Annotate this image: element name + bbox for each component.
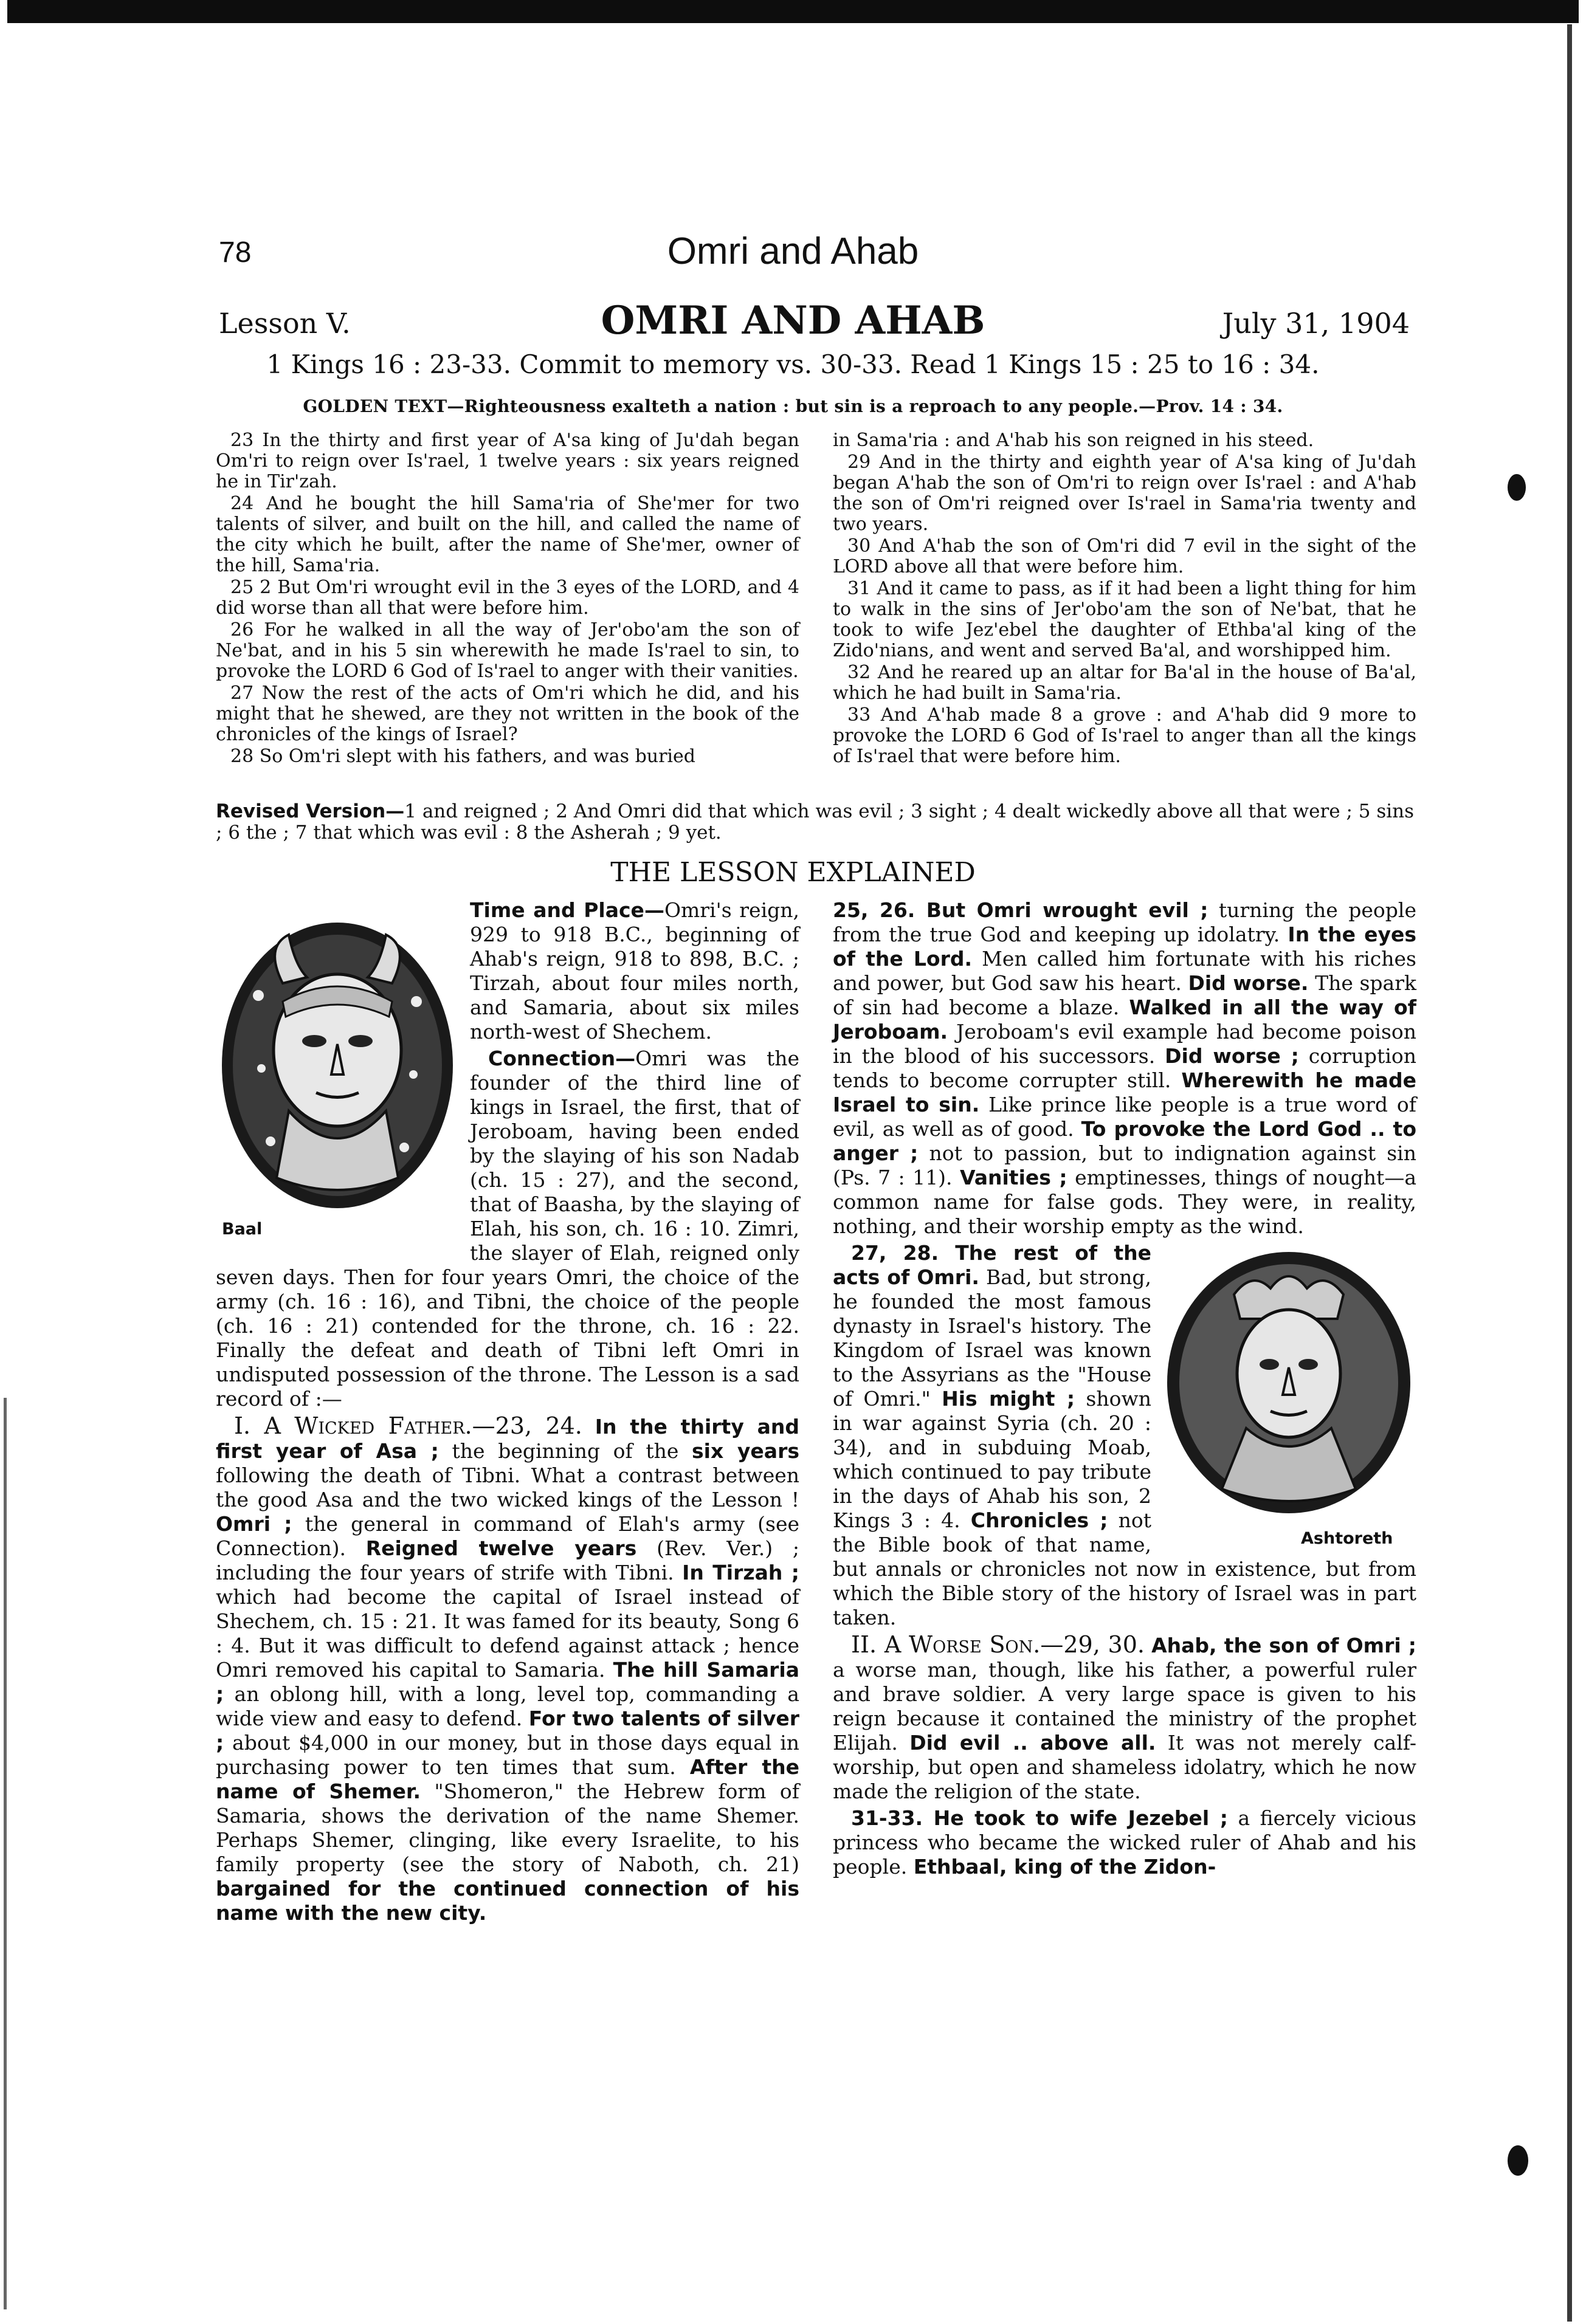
body-text: which had become the capital of Israel instead of Shechem, ch. 15 : 21. It was famed for its beauty, Song 6 : 4. But it was difficult to defend against attack ; hence Omri removed his capital to Samaria.: [216, 1585, 799, 1682]
body-text: corruption tends to become corrupter still.: [833, 1044, 1416, 1092]
bold-phrase: Did evil .. above all.: [909, 1731, 1156, 1755]
bold-phrase: 25, 26. But Omri wrought evil ;: [833, 898, 1208, 922]
page-number: 78: [219, 236, 252, 269]
bold-phrase: bargained for the continued connection of his name with the new city.: [216, 1877, 799, 1925]
scan-top-border: [7, 0, 1579, 23]
bold-phrase: Did worse.: [1188, 971, 1309, 995]
lesson-number: Lesson V.: [219, 307, 351, 340]
baal-illustration: [216, 910, 459, 1239]
baal-engraving-icon: [216, 910, 459, 1214]
bold-phrase: Omri ;: [216, 1512, 292, 1536]
bold-phrase: Reigned twelve years: [365, 1536, 637, 1560]
bold-phrase: six years: [692, 1439, 799, 1463]
revised-version-text: 1 and reigned ; 2 And Omri did that which was evil ; 3 sight ; 4 dealt wickedly above all that were ; 5 sins ; 6 the ; 7 that which was evil : 8 the Asherah ; 9 yet.: [216, 800, 1415, 844]
scripture-references: 1 Kings 16 : 23-33. Commit to memory vs. 30-33. Read 1 Kings 15 : 25 to 16 : 34.: [266, 349, 1320, 379]
scripture-column-right: [833, 430, 1416, 768]
verse: 24 And he bought the hill Sama'ria of She'mer for two talents of silver, and built on the hill, and called the name of the city which he built, after the name of She'mer, owner of the hill, Sama'ria.: [216, 493, 799, 576]
verse: 32 And he reared up an altar for Ba'al in the house of Ba'al, which he had built in Sama'ria.: [833, 662, 1416, 704]
section-heading-wicked-father: I. A Wicked Father.—23, 24.: [234, 1412, 582, 1439]
ashtoreth-illustration: [1161, 1246, 1416, 1550]
body-text: the beginning of the: [452, 1439, 679, 1463]
body-text: The spark of sin had become a blaze.: [833, 971, 1416, 1019]
body-text: turning the people from the true God and keeping up idolatry.: [833, 898, 1416, 946]
verse: 26 For he walked in all the way of Jer'obo'am the son of Ne'bat, and in his 5 sin wherewith he made Is'rael to sin, to provoke the LORD 6 God of Is'rael to anger with their vanities.: [216, 619, 799, 682]
bold-phrase: Ahab, the son of Omri ;: [1151, 1634, 1416, 1657]
body-text: Jeroboam's evil example had become poison in the blood of his successors.: [833, 1020, 1417, 1068]
bold-phrase: In the thirty and first year of Asa ;: [216, 1415, 799, 1463]
body-text: an oblong hill, with a long, level top, commanding a wide view and easy to defend.: [216, 1682, 799, 1730]
body-text: about $4,000 in our money, but in those days equal in purchasing power to ten times that sum.: [216, 1731, 799, 1779]
running-head: Omri and Ahab: [667, 230, 919, 272]
body-text: not to passion, but to indignation against sin (Ps. 7 : 11).: [833, 1141, 1416, 1189]
revised-version-label: Revised Version—: [216, 800, 405, 822]
bold-phrase: Walked in all the way of Jeroboam.: [833, 995, 1416, 1043]
bold-phrase: 27, 28. The rest of the acts of Omri.: [833, 1241, 1151, 1289]
commentary-column-left: [216, 898, 799, 1928]
body-text: It was not merely calf-worship, but open and shameless idolatry, which he now made the religion of the state.: [833, 1731, 1416, 1803]
scan-blot: [1508, 2145, 1528, 2176]
golden-text: GOLDEN TEXT—Righteousness exalteth a nation : but sin is a reproach to any people.—Prov. 14 : 34.: [303, 396, 1283, 416]
bold-phrase: Vanities ;: [959, 1166, 1067, 1189]
bold-phrase: For two talents of silver ;: [216, 1707, 799, 1755]
body-text: not the Bible book of that name, but annals or chronicles not now in existence, but from which the Bible story of the history of Israel was in part taken.: [833, 1508, 1416, 1629]
body-text: the general in command of Elah's army (see Connection).: [216, 1512, 799, 1560]
verse: 29 And in the thirty and eighth year of A'sa king of Ju'dah began A'hab the son of Om'ri to reign over Is'rael : and A'hab the son of Om'ri reigned over Is'rael in Sama'ria twenty and two years.: [833, 452, 1416, 535]
bold-phrase: In the eyes of the Lord.: [833, 923, 1416, 971]
verse: 25 2 But Om'ri wrought evil in the 3 eyes of the LORD, and 4 did worse than all that were before him.: [216, 577, 799, 619]
revised-version-note: [216, 801, 1419, 844]
body-text: Bad, but strong, he founded the most famous dynasty in Israel's history. The Kingdom of Israel was known to the Assyrians as the "House of Omri.": [833, 1265, 1151, 1411]
scripture-column-left: [216, 430, 799, 768]
bold-phrase: Wherewith he made Israel to sin.: [833, 1068, 1416, 1116]
body-text: Like prince like people is a true word of evil, as well as of good.: [833, 1093, 1416, 1141]
bold-phrase: Did worse ;: [1165, 1044, 1299, 1068]
commentary-column-right: [833, 898, 1416, 1882]
bold-phrase: The hill Samaria ;: [216, 1658, 799, 1706]
verse: 23 In the thirty and first year of A'sa king of Ju'dah began Om'ri to reign over Is'rael, 1 twelve years : six years reigned he in Tir'zah.: [216, 430, 799, 492]
connection-label: Connection—: [488, 1047, 636, 1070]
section-heading-worse-son: II. A Worse Son.—29, 30.: [851, 1631, 1145, 1658]
body-text: shown in war against Syria (ch. 20 : 34), and in subduing Moab, which continued to pay tribute in the days of Ahab his son, 2 Kings 3 : 4.: [833, 1387, 1151, 1532]
body-text: following the death of Tibni. What a contrast between the good Asa and the two wicked kings of the Lesson !: [216, 1463, 799, 1511]
bold-phrase: To provoke the Lord God .. to anger ;: [833, 1117, 1416, 1165]
ashtoreth-caption: Ashtoreth: [1301, 1529, 1393, 1548]
bold-phrase: His might ;: [942, 1387, 1075, 1411]
lesson-explained-heading: THE LESSON EXPLAINED: [610, 857, 976, 888]
time-place-label: Time and Place—: [470, 898, 664, 922]
verse: 28 So Om'ri slept with his fathers, and was buried: [230, 746, 695, 767]
baal-caption: Baal: [222, 1220, 263, 1239]
bold-phrase: Ethbaal, king of the Zidon-: [913, 1855, 1216, 1879]
lesson-date: July 31, 1904: [1222, 307, 1410, 340]
body-text: emptinesses, things of nought—a common name for false gods. They were, in reality, nothing, and their worship empty as the wind.: [833, 1166, 1416, 1238]
bold-phrase: 31-33. He took to wife Jezebel ;: [851, 1806, 1228, 1830]
verse: 27 Now the rest of the acts of Om'ri which he did, and his might that he shewed, are they not written in the book of the chronicles of the kings of Israel?: [216, 682, 799, 745]
body-text: a worse man, though, like his father, a powerful ruler and brave soldier. A very large space is given to his reign because it contained the ministry of the prophet Elijah.: [833, 1658, 1416, 1755]
verse: 31 And it came to pass, as if it had been a light thing for him to walk in the sins of Jer'obo'am the son of Ne'bat, that he took to wife Jez'ebel the daughter of Ethba'al king of the Zido'nians, and went and served Ba'al, and worshipped him.: [833, 578, 1416, 661]
verse: 33 And A'hab made 8 a grove : and A'hab did 9 more to provoke the LORD 6 God of Is'rael to anger than all the kings of Is'rael that were before him.: [833, 704, 1416, 767]
body-text: a fiercely vicious princess who became the wicked ruler of Ahab and his people.: [833, 1806, 1416, 1879]
ashtoreth-engraving-icon: [1161, 1246, 1416, 1525]
time-place-text: Omri's reign, 929 to 918 B.C., beginning of Ahab's reign, 918 to 898, B.C. ; Tirzah, about four miles north, and Samaria, about six miles north-west of Shechem.: [470, 898, 799, 1043]
bold-phrase: Chronicles ;: [970, 1508, 1108, 1532]
bold-phrase: In Tirzah ;: [682, 1561, 799, 1584]
body-text: Men called him fortunate with his riches and power, but God saw his heart.: [833, 947, 1416, 995]
scan-blot: [1508, 474, 1526, 501]
connection-text: Omri was the founder of the third line of kings in Israel, the first, that of Jeroboam, having been ended by the slaying of his son Nadab (ch. 15 : 27), and the second, that of Baasha, by the slaying of Elah, his son, ch. 16 : 10. Zimri, the slayer of Elah, reigned only seven days. Then for four years Omri, the choice of the army (ch. 16 : 16), and Tibni, the choice of the people (ch. 16 : 21) contended for the throne, ch. 16 : 22. Finally the defeat and death of Tibni left Omri in undisputed possession of the throne. The Lesson is a sad record of :—: [216, 1047, 799, 1411]
lesson-title: OMRI AND AHAB: [601, 298, 985, 343]
verse: 30 And A'hab the son of Om'ri did 7 evil in the sight of the LORD above all that were before him.: [833, 535, 1416, 577]
bold-phrase: After the name of Shemer.: [216, 1755, 799, 1803]
body-text: (Rev. Ver.) ; including the four years of strife with Tibni.: [216, 1536, 799, 1584]
body-text: "Shomeron," the Hebrew form of Samaria, shows the derivation of the name Shemer. Perhaps Shemer, clinging, like every Israelite, to his family property (see the story of Naboth, ch. 21): [216, 1779, 799, 1876]
verse: in Sama'ria : and A'hab his son reigned in his steed.: [833, 430, 1314, 451]
scan-left-edge: [4, 1398, 7, 2309]
